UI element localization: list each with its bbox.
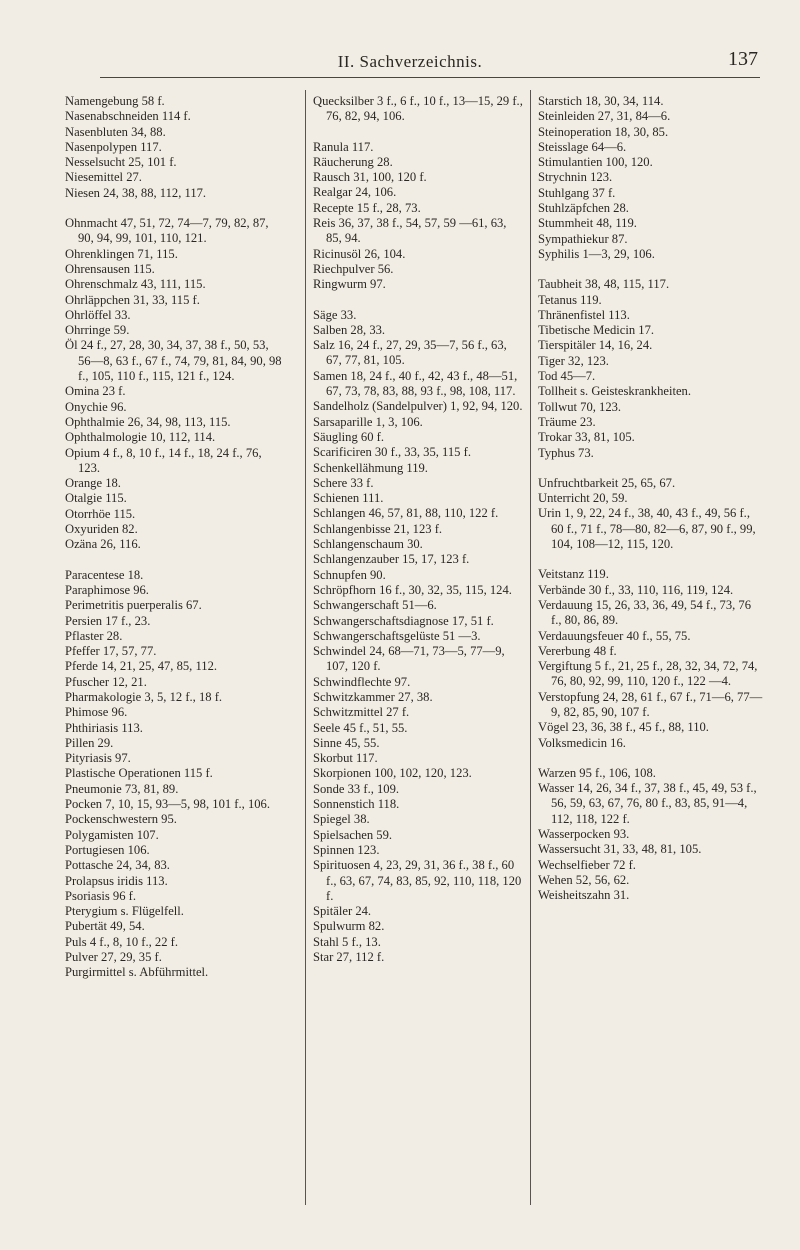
section-gap <box>313 125 523 140</box>
index-entry: Omina 23 f. <box>65 384 126 399</box>
index-entry: Tod 45—7. <box>538 369 596 384</box>
index-entry: Paraphimose 96. <box>65 582 149 597</box>
index-entry: Typhus 73. <box>538 445 594 460</box>
index-entry: Namengebung 58 f. <box>65 94 165 108</box>
section-gap <box>313 293 523 308</box>
index-entry: Nasenpolypen 117. <box>65 139 162 154</box>
index-entry: Spulwurm 82. <box>313 919 385 934</box>
index-entry: Samen 18, 24 f., 40 f., 42, 43 f., 48—51, 67, 73, 78, 83, 88, 93 f., 98, 108, 117. <box>313 368 518 399</box>
index-entry: Pterygium s. Flügelfell. <box>65 904 184 919</box>
index-entry: Pottasche 24, 34, 83. <box>65 858 170 873</box>
index-entry: Portugiesen 106. <box>65 842 150 857</box>
section-gap <box>65 553 283 568</box>
index-entry: Ohnmacht 47, 51, 72, 74—7, 79, 82, 87, 90, 94, 99, 101, 110, 121. <box>65 216 269 246</box>
index-entry: Rausch 31, 100, 120 f. <box>313 170 427 185</box>
index-entry: Ohrenschmalz 43, 111, 115. <box>65 277 206 292</box>
header-rule <box>100 77 760 78</box>
index-entry: Wassersucht 31, 33, 48, 81, 105. <box>538 842 702 857</box>
index-entry: Stahl 5 f., 13. <box>313 934 381 949</box>
index-entry: Opium 4 f., 8, 10 f., 14 f., 18, 24 f., 76, 123. <box>65 445 262 475</box>
index-entry: Sarsaparille 1, 3, 106. <box>313 414 423 429</box>
index-entry: Ophthalmologie 10, 112, 114. <box>65 430 216 445</box>
index-entry: Pityriasis 97. <box>65 751 131 766</box>
index-entry: Vögel 23, 36, 38 f., 45 f., 88, 110. <box>538 720 709 735</box>
index-entry: Pockenschwestern 95. <box>65 812 177 827</box>
column-divider <box>530 90 531 1205</box>
index-entry: Volksmedicin 16. <box>538 735 626 750</box>
index-entry: Phimose 96. <box>65 705 128 720</box>
index-entry: Schlangenzauber 15, 17, 123 f. <box>313 552 470 567</box>
index-entry: Wehen 52, 56, 62. <box>538 872 630 887</box>
index-entry: Steinleiden 27, 31, 84—6. <box>538 109 671 124</box>
index-entry: Quecksilber 3 f., 6 f., 10 f., 13—15, 29 f., 76, 82, 94, 106. <box>313 94 523 124</box>
index-entry: Starstich 18, 30, 34, 114. <box>538 94 664 108</box>
index-entry: Polygamisten 107. <box>65 827 159 842</box>
index-entry: Thränenfistel 113. <box>538 307 630 322</box>
index-entry: Säge 33. <box>313 307 357 322</box>
index-entry: Purgirmittel s. Abführmittel. <box>65 965 209 980</box>
index-entry: Wasser 14, 26, 34 f., 37, 38 f., 45, 49, 53 f., 56, 59, 63, 67, 76, 80 f., 83, 85, 91—4, 112, 118, 122 f. <box>538 781 757 826</box>
index-entry: Salben 28, 33. <box>313 322 386 337</box>
index-entry: Schwindflechte 97. <box>313 674 411 689</box>
column-divider <box>305 90 306 1205</box>
index-entry: Ohrlöffel 33. <box>65 307 131 322</box>
index-entry: Schlangenschaum 30. <box>313 537 423 552</box>
index-entry: Verdauungsfeuer 40 f., 55, 75. <box>538 628 691 643</box>
index-entry: Unterricht 20, 59. <box>538 491 628 506</box>
index-entry: Tollheit s. Geisteskrankheiten. <box>538 384 692 399</box>
section-gap <box>538 751 763 766</box>
index-entry: Reis 36, 37, 38 f., 54, 57, 59 —61, 63, 85, 94. <box>313 216 507 246</box>
index-entry: Schwangerschaftsdiagnose 17, 51 f. <box>313 613 494 628</box>
index-entry: Pferde 14, 21, 25, 47, 85, 112. <box>65 659 218 674</box>
index-entry: Puls 4 f., 8, 10 f., 22 f. <box>65 934 178 949</box>
index-entry: Persien 17 f., 23. <box>65 613 151 628</box>
index-entry: Tibetische Medicin 17. <box>538 323 655 338</box>
index-entry: Sympathiekur 87. <box>538 231 628 246</box>
index-entry: Skorbut 117. <box>313 751 378 766</box>
index-entry: Wechselfieber 72 f. <box>538 857 636 872</box>
index-entry: Spitäler 24. <box>313 904 372 919</box>
index-entry: Sonnenstich 118. <box>313 797 400 812</box>
index-entry: Wasserpocken 93. <box>538 827 630 842</box>
section-gap <box>538 552 763 567</box>
index-entry: Schnupfen 90. <box>313 567 386 582</box>
index-column-3 <box>538 94 763 904</box>
index-entry: Pubertät 49, 54. <box>65 919 145 934</box>
index-entry: Spinnen 123. <box>313 842 380 857</box>
index-entry: Prolapsus iridis 113. <box>65 873 168 888</box>
index-entry: Otorrhöe 115. <box>65 506 136 521</box>
index-entry: Paracentese 18. <box>65 567 144 582</box>
index-entry: Tierspitäler 14, 16, 24. <box>538 338 653 353</box>
index-entry: Plastische Operationen 115 f. <box>65 766 213 781</box>
index-entry: Pfeffer 17, 57, 77. <box>65 644 157 659</box>
index-entry: Schlangen 46, 57, 81, 88, 110, 122 f. <box>313 506 499 521</box>
index-entry: Vergiftung 5 f., 21, 25 f., 28, 32, 34, 72, 74, 76, 80, 92, 99, 110, 120 f., 122 —4. <box>538 659 758 689</box>
index-entry: Stimulantien 100, 120. <box>538 155 653 170</box>
index-entry: Star 27, 112 f. <box>313 950 385 965</box>
index-entry: Strychnin 123. <box>538 170 613 185</box>
index-entry: Säugling 60 f. <box>313 429 385 444</box>
section-gap <box>538 461 763 476</box>
section-gap <box>538 262 763 277</box>
running-title: II. Sachverzeichnis. <box>337 52 483 71</box>
index-entry: Nesselsucht 25, 101 f. <box>65 155 177 170</box>
index-entry: Stummheit 48, 119. <box>538 216 637 231</box>
index-entry: Träume 23. <box>538 414 596 429</box>
page-header <box>60 48 760 78</box>
index-entry: Niesemittel 27. <box>65 170 142 185</box>
index-entry: Ozäna 26, 116. <box>65 537 141 552</box>
index-entry: Realgar 24, 106. <box>313 185 397 200</box>
index-entry: Perimetritis puerperalis 67. <box>65 598 202 613</box>
index-entry: Nasenabschneiden 114 f. <box>65 109 191 124</box>
index-entry: Pillen 29. <box>65 735 114 750</box>
index-entry: Recepte 15 f., 28, 73. <box>313 200 421 215</box>
index-entry: Ophthalmie 26, 34, 98, 113, 115. <box>65 414 231 429</box>
index-entry: Veitstanz 119. <box>538 567 609 582</box>
index-entry: Spirituosen 4, 23, 29, 31, 36 f., 38 f., 60 f., 63, 67, 74, 83, 85, 92, 110, 118, 120 f. <box>313 858 522 903</box>
index-entry: Schenkellähmung 119. <box>313 460 428 475</box>
index-entry: Trokar 33, 81, 105. <box>538 430 635 445</box>
index-entry: Spielsachen 59. <box>313 827 393 842</box>
index-column-1 <box>65 94 283 981</box>
index-entry: Spiegel 38. <box>313 812 370 827</box>
index-entry: Nasenbluten 34, 88. <box>65 124 166 139</box>
index-entry: Scarificiren 30 f., 33, 35, 115 f. <box>313 445 471 460</box>
index-entry: Steisslage 64—6. <box>538 139 627 154</box>
index-entry: Verdauung 15, 26, 33, 36, 49, 54 f., 73, 76 f., 80, 86, 89. <box>538 597 752 628</box>
index-entry: Stuhlzäpfchen 28. <box>538 201 629 216</box>
index-entry: Otalgie 115. <box>65 491 127 506</box>
page-number: 137 <box>728 48 758 70</box>
index-entry: Warzen 95 f., 106, 108. <box>538 765 656 780</box>
index-entry: Ohrläppchen 31, 33, 115 f. <box>65 292 200 307</box>
index-entry: Sonde 33 f., 109. <box>313 781 400 796</box>
index-entry: Onychie 96. <box>65 399 127 414</box>
index-entry: Oxyuriden 82. <box>65 522 138 537</box>
index-entry: Ohrenklingen 71, 115. <box>65 246 178 261</box>
index-entry: Pulver 27, 29, 35 f. <box>65 950 162 965</box>
index-entry: Ringwurm 97. <box>313 277 386 292</box>
index-entry: Pflaster 28. <box>65 628 123 643</box>
index-entry: Taubheit 38, 48, 115, 117. <box>538 277 670 292</box>
index-entry: Öl 24 f., 27, 28, 30, 34, 37, 38 f., 50, 53, 56—8, 63 f., 67 f., 74, 79, 81, 84, 90, 98 f., 105, 110 f., 115, 121 f., 124. <box>65 338 282 384</box>
index-entry: Skorpionen 100, 102, 120, 123. <box>313 766 472 781</box>
index-entry: Unfruchtbarkeit 25, 65, 67. <box>538 475 676 490</box>
index-entry: Sandelholz (Sandelpulver) 1, 92, 94, 120. <box>313 399 523 414</box>
index-entry: Urin 1, 9, 22, 24 f., 38, 40, 43 f., 49, 56 f., 60 f., 71 f., 78—80, 82—6, 87, 90 f., 99, 104, 108—12, 115, 120. <box>538 506 756 552</box>
index-entry: Schwangerschaft 51—6. <box>313 598 437 613</box>
index-entry: Räucherung 28. <box>313 154 393 169</box>
index-entry: Schere 33 f. <box>313 475 374 490</box>
index-entry: Psoriasis 96 f. <box>65 888 137 903</box>
index-entry: Orange 18. <box>65 476 121 491</box>
index-entry: Schwangerschaftsgelüste 51 —3. <box>313 628 481 643</box>
index-entry: Schwitzmittel 27 f. <box>313 705 410 720</box>
index-entry: Salz 16, 24 f., 27, 29, 35—7, 56 f., 63, 67, 77, 81, 105. <box>313 338 507 368</box>
index-entry: Schwitzkammer 27, 38. <box>313 689 433 704</box>
index-entry: Ranula 117. <box>313 139 374 154</box>
index-entry: Tetanus 119. <box>538 292 602 307</box>
index-entry: Tiger 32, 123. <box>538 353 609 368</box>
index-entry: Syphilis 1—3, 29, 106. <box>538 246 655 261</box>
index-column-2 <box>313 94 523 965</box>
index-entry: Weisheitszahn 31. <box>538 888 630 903</box>
index-entry: Steinoperation 18, 30, 85. <box>538 124 669 139</box>
index-entry: Verstopfung 24, 28, 61 f., 67 f., 71—6, 77—9, 82, 85, 90, 107 f. <box>538 689 763 719</box>
index-entry: Schienen 111. <box>313 491 384 506</box>
section-gap <box>65 201 283 216</box>
index-entry: Schröpfhorn 16 f., 30, 32, 35, 115, 124. <box>313 582 512 597</box>
index-entry: Ricinusöl 26, 104. <box>313 246 406 261</box>
index-entry: Pharmakologie 3, 5, 12 f., 18 f. <box>65 689 223 704</box>
index-entry: Sinne 45, 55. <box>313 735 380 750</box>
index-entry: Stuhlgang 37 f. <box>538 185 616 200</box>
index-entry: Vererbung 48 f. <box>538 643 617 658</box>
index-entry: Riechpulver 56. <box>313 261 394 276</box>
index-entry: Schwindel 24, 68—71, 73—5, 77—9, 107, 120 f. <box>313 644 505 674</box>
index-entry: Tollwut 70, 123. <box>538 399 622 414</box>
index-entry: Pneumonie 73, 81, 89. <box>65 781 179 796</box>
index-entry: Seele 45 f., 51, 55. <box>313 720 408 735</box>
index-entry: Pfuscher 12, 21. <box>65 674 147 689</box>
index-entry: Schlangenbisse 21, 123 f. <box>313 521 443 536</box>
index-entry: Ohrensausen 115. <box>65 261 155 276</box>
index-entry: Phthiriasis 113. <box>65 720 143 735</box>
index-entry: Pocken 7, 10, 15, 93—5, 98, 101 f., 106. <box>65 797 270 812</box>
index-entry: Verbände 30 f., 33, 110, 116, 119, 124. <box>538 582 734 597</box>
index-entry: Niesen 24, 38, 88, 112, 117. <box>65 185 207 200</box>
index-entry: Ohrringe 59. <box>65 323 130 338</box>
